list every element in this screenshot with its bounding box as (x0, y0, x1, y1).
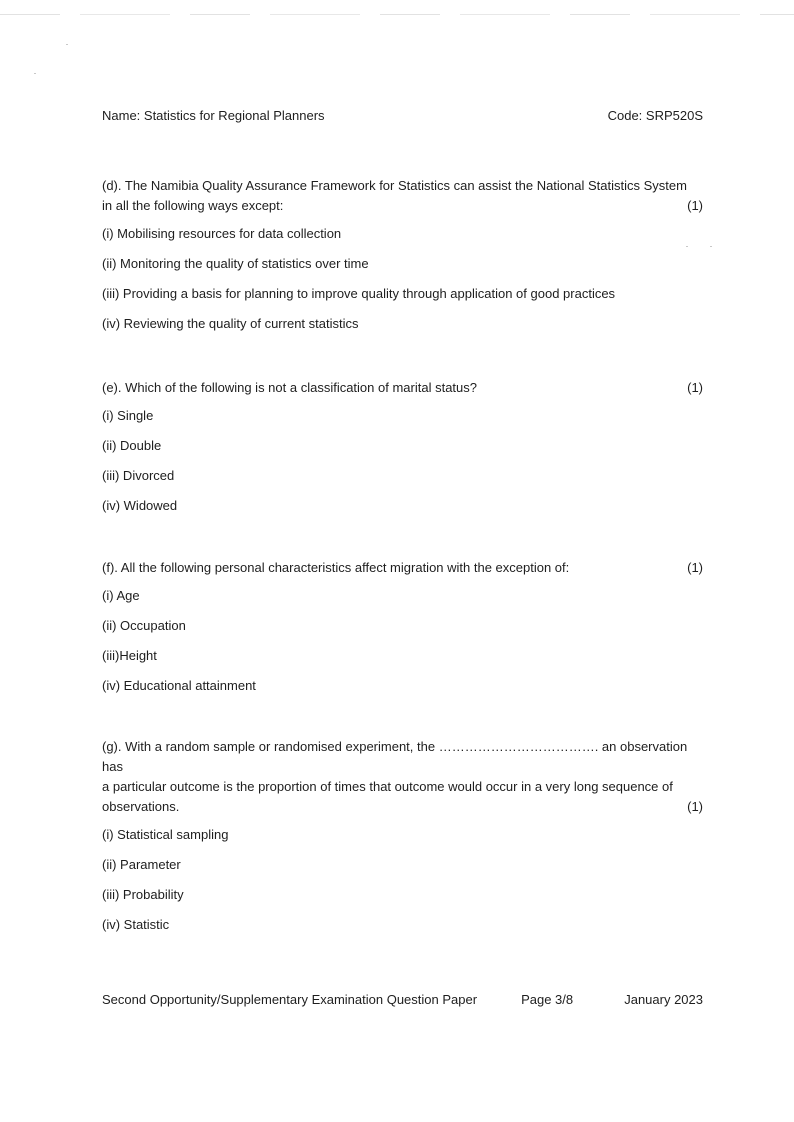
question-f-marks: (1) (687, 560, 703, 575)
scan-speck (710, 246, 712, 247)
question-g (102, 737, 703, 945)
footer-exam-title: Second Opportunity/Supplementary Examination Question Paper (102, 992, 478, 1007)
option-item: (iii) Providing a basis for planning to improve quality through application of good practices (102, 286, 616, 301)
question-g-text-line3: observations. (102, 799, 180, 814)
question-e-text: (e). Which of the following is not a classification of marital status? (102, 380, 477, 395)
question-d-options (102, 224, 703, 334)
option-item: (iv) Statistic (102, 917, 170, 932)
option-item: (ii) Monitoring the quality of statistics over time (102, 256, 369, 271)
question-f-prompt (102, 558, 703, 578)
question-d-prompt (102, 176, 703, 216)
scan-artifact-line (0, 14, 794, 15)
course-name: Name: Statistics for Regional Planners (102, 108, 325, 123)
option-item: (iv) Widowed (102, 498, 178, 513)
question-g-text-line1: (g). With a random sample or randomised experiment, the ………………………………. an observation has (102, 739, 688, 774)
question-d (102, 176, 703, 344)
option-item: (i) Statistical sampling (102, 827, 229, 842)
question-f-options (102, 586, 703, 696)
option-item: (iii)Height (102, 648, 157, 663)
question-d-text-line2: in all the following ways except: (102, 198, 284, 213)
option-item: (i) Single (102, 408, 154, 423)
question-g-marks: (1) (687, 799, 703, 814)
question-g-text-line2: a particular outcome is the proportion of times that outcome would occur in a very long sequence of (102, 779, 673, 794)
question-g-prompt (102, 737, 703, 817)
question-f (102, 558, 703, 706)
scan-speck (66, 44, 68, 45)
question-e (102, 378, 703, 526)
question-d-text-line1: (d). The Namibia Quality Assurance Framework for Statistics can assist the National Statistics System (102, 178, 687, 193)
question-g-options (102, 825, 703, 935)
question-f-text: (f). All the following personal characteristics affect migration with the exception of: (102, 560, 570, 575)
option-item: (i) Mobilising resources for data collection (102, 226, 342, 241)
option-item: (ii) Parameter (102, 857, 181, 872)
option-item: (iii) Divorced (102, 468, 175, 483)
scan-speck (34, 73, 36, 74)
page-header (102, 108, 703, 123)
question-e-options (102, 406, 703, 516)
question-e-marks: (1) (687, 380, 703, 395)
option-item: (iii) Probability (102, 887, 184, 902)
option-item: (iv) Reviewing the quality of current statistics (102, 316, 359, 331)
option-item: (ii) Double (102, 438, 162, 453)
page-footer (102, 992, 703, 1007)
footer-page-number: Page 3/8 (521, 992, 574, 1007)
option-item: (iv) Educational attainment (102, 678, 256, 693)
footer-date: January 2023 (624, 992, 703, 1007)
option-item: (i) Age (102, 588, 140, 603)
option-item: (ii) Occupation (102, 618, 186, 633)
question-d-marks: (1) (687, 198, 703, 213)
course-code: Code: SRP520S (607, 108, 703, 123)
question-e-prompt (102, 378, 703, 398)
